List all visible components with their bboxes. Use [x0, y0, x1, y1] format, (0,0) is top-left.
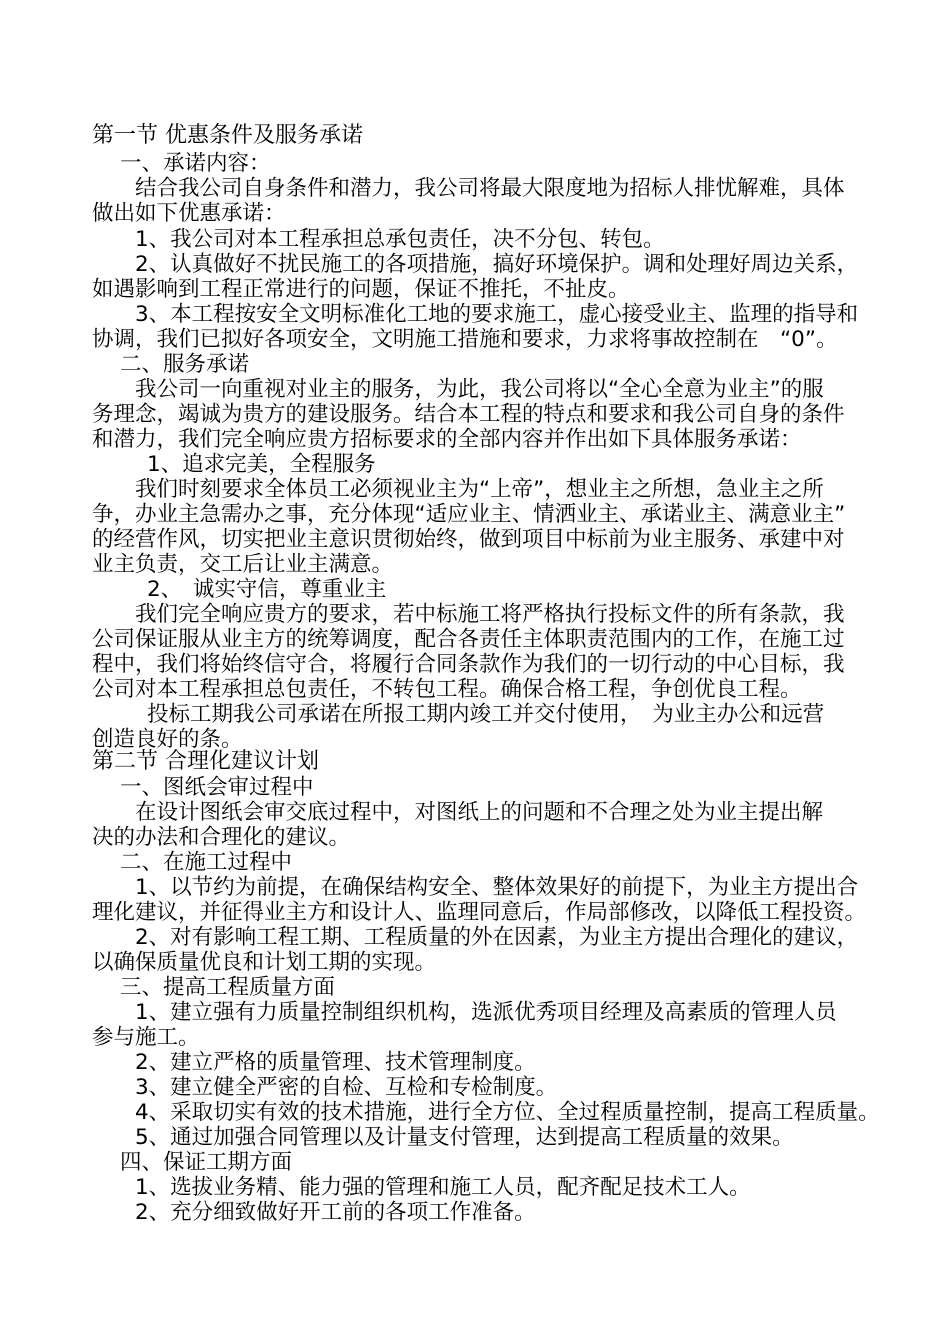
sub2-body-line1: 我们完全响应贵方的要求，若中标施工将严格执行投标文件的所有条款，我 [135, 602, 845, 627]
section2-part2-item2-line1: 2、对有影响工程工期、工程质量的外在因素，为业主方提出合理化的建议， [135, 925, 859, 950]
closing-line2: 创造良好的条。 [92, 727, 243, 752]
section2-part1-body-line1: 在设计图纸会审交底过程中，对图纸上的问题和不合理之处为业主提出解 [135, 800, 824, 825]
section2-part4-item2: 2、充分细致做好开工前的各项工作准备。 [135, 1200, 536, 1225]
section1-item2-line1: 2、认真做好不扰民施工的各项措施，搞好环境保护。调和处理好周边关系， [135, 252, 859, 277]
service-intro-line2: 务理念，竭诚为贵方的建设服务。结合本工程的特点和要求和我公司自身的条件 [92, 402, 845, 427]
sub2-heading: 2、 诚实守信，尊重业主 [147, 577, 387, 602]
service-intro-line1: 我公司一向重视对业主的服务，为此，我公司将以“全心全意为业主”的服 [135, 377, 824, 402]
section2-part3-item1-line2: 参与施工。 [92, 1025, 200, 1050]
sub2-body-line2: 公司保证服从业主方的统筹调度，配合各责任主体职责范围内的工作，在施工过 [92, 627, 845, 652]
section2-part2-item2-line2: 以确保质量优良和计划工期的实现。 [92, 950, 437, 975]
section1-intro-line1: 结合我公司自身条件和潜力，我公司将最大限度地为招标人排忧解难，具体 [135, 176, 845, 201]
section1-item3-line1: 3、本工程按安全文明标准化工地的要求施工，虚心接受业主、监理的指导和 [135, 302, 859, 327]
sub1-body-line3: 的经营作风，切实把业主意识贯彻始终，做到项目中标前为业主服务、承建中对 [92, 527, 845, 552]
section1-part2-heading: 二、服务承诺 [120, 352, 250, 377]
sub1-body-line4: 业主负责，交工后让业主满意。 [92, 552, 394, 577]
section2-part1-heading: 一、图纸会审过程中 [120, 775, 314, 800]
section2-part3-heading: 三、提高工程质量方面 [120, 975, 336, 1000]
section2-part2-item1-line2: 理化建议，并征得业主方和设计人、监理同意后，作局部修改，以降低工程投资。 [92, 900, 867, 925]
section2-part3-item5: 5、通过加强合同管理以及计量支付管理，达到提高工程质量的效果。 [135, 1125, 794, 1150]
section1-part1-heading: 一、承诺内容： [120, 151, 271, 176]
section2-part3-item2: 2、建立严格的质量管理、技术管理制度。 [135, 1050, 536, 1075]
section1-intro-line2: 做出如下优惠承诺： [92, 201, 286, 226]
section1-item3-line2: 协调，我们已拟好各项安全，文明施工措施和要求，力求将事故控制在 “0”。 [92, 327, 838, 352]
section2-part2-heading: 二、在施工过程中 [120, 850, 293, 875]
sub1-body-line1: 我们时刻要求全体员工必须视业主为“上帝”，想业主之所想，急业主之所 [135, 477, 824, 502]
section2-part1-body-line2: 决的办法和合理化的建议。 [92, 825, 351, 850]
sub2-body-line3: 程中，我们将始终信守合，将履行合同条款作为我们的一切行动的中心目标，我 [92, 652, 845, 677]
section2-part2-item1-line1: 1、以节约为前提，在确保结构安全、整体效果好的前提下，为业主方提出合 [135, 875, 859, 900]
section2-part4-heading: 四、保证工期方面 [120, 1150, 293, 1175]
closing-line1: 投标工期我公司承诺在所报工期内竣工并交付使用， 为业主办公和远营 [147, 702, 825, 727]
section2-part3-item1-line1: 1、建立强有力质量控制组织机构，选派优秀项目经理及高素质的管理人员 [135, 1000, 837, 1025]
section1-item1: 1、我公司对本工程承担总承包责任，决不分包、转包。 [135, 227, 665, 252]
sub1-body-line2: 争，办业主急需办之事，充分体现“适应业主、情洒业主、承诺业主、满意业主” [92, 502, 846, 527]
section1-title: 第一节 优惠条件及服务承诺 [92, 123, 363, 148]
section1-item2-line2: 如遇影响到工程正常进行的问题，保证不推托，不扯皮。 [92, 277, 630, 302]
section2-title: 第二节 合理化建议计划 [92, 749, 319, 774]
service-intro-line3: 和潜力，我们完全响应贵方招标要求的全部内容并作出如下具体服务承诺： [92, 427, 802, 452]
sub2-body-line4: 公司对本工程承担总包责任，不转包工程。确保合格工程，争创优良工程。 [92, 677, 802, 702]
section2-part3-item4: 4、采取切实有效的技术措施，进行全方位、全过程质量控制，提高工程质量。 [135, 1100, 880, 1125]
section2-part4-item1: 1、选拔业务精、能力强的管理和施工人员，配齐配足技术工人。 [135, 1175, 751, 1200]
section2-part3-item3: 3、建立健全严密的自检、互检和专检制度。 [135, 1075, 558, 1100]
sub1-heading: 1、追求完美，全程服务 [147, 452, 376, 477]
